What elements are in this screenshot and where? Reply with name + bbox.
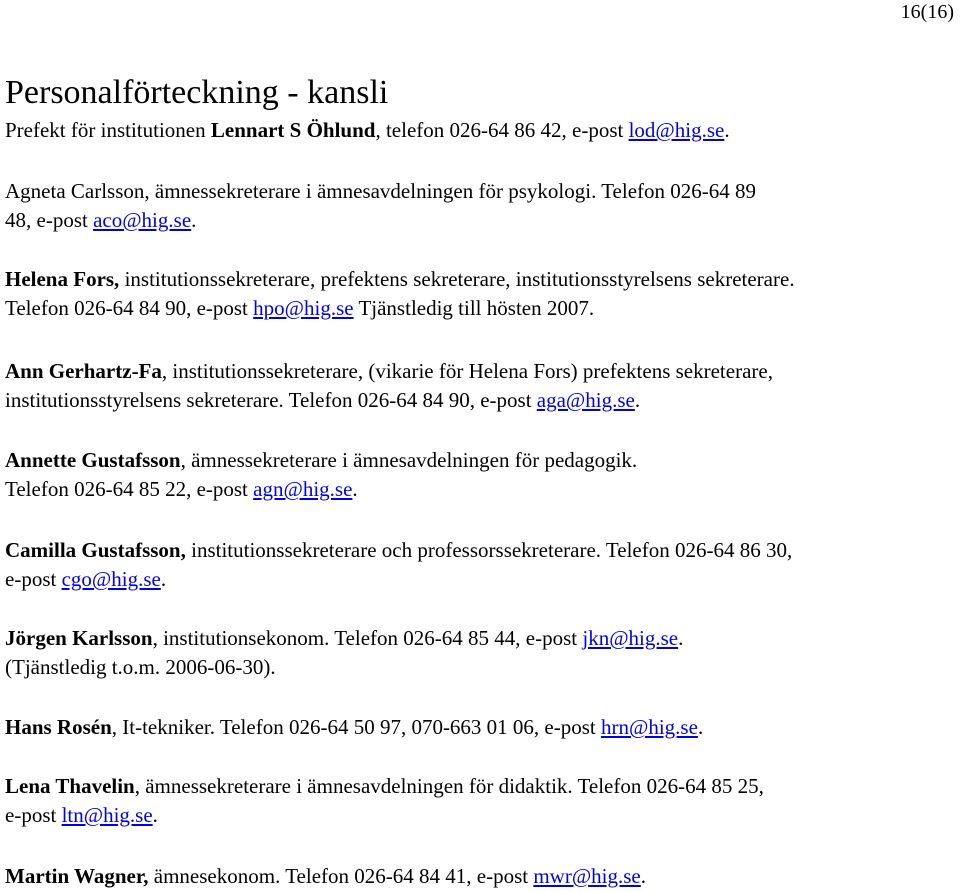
entry-text: . <box>697 715 704 739</box>
entry-text: Prefekt för institutionen <box>5 118 211 142</box>
person-name: Camilla Gustafsson, <box>5 538 186 562</box>
entry-text: . <box>678 626 684 650</box>
entry-prefekt <box>5 116 730 145</box>
entry-text: . <box>724 118 730 142</box>
person-name: Lena Thavelin <box>5 774 135 798</box>
page-title: Personalförteckning - kansli <box>5 74 389 111</box>
person-name: Ann Gerhartz-Fa <box>5 359 162 383</box>
entry-text: , institutionssekreterare, (vikarie för Helena Fors) prefektens sekreterare, <box>161 359 773 383</box>
entry-text: . <box>634 388 641 412</box>
email-link[interactable]: ltn@hig.se <box>61 803 153 827</box>
email-link[interactable]: lod@hig.se <box>628 118 725 142</box>
entry-ann-gerhartz-fa <box>5 357 773 415</box>
entry-jorgen-karlsson <box>5 624 683 682</box>
person-name: Lennart S Öhlund <box>210 118 376 142</box>
entry-agneta-carlsson <box>5 177 756 235</box>
entry-text: e-post <box>5 803 62 827</box>
page-number: 16(16) <box>900 1 954 23</box>
email-link[interactable]: aco@hig.se <box>93 208 192 232</box>
entry-lena-thavelin <box>5 772 764 830</box>
person-name: Martin Wagner, <box>5 864 149 888</box>
entry-text: , institutionsekonom. Telefon 026-64 85 44, e-post <box>152 626 583 650</box>
entry-text: , telefon 026-64 86 42, e-post <box>375 118 629 142</box>
email-link[interactable]: hpo@hig.se <box>253 296 354 320</box>
entry-text: Tjänstledig till hösten 2007. <box>353 296 595 320</box>
entry-text: , It-tekniker. Telefon 026-64 50 97, 070-663 01 06, e-post <box>111 715 602 739</box>
email-link[interactable]: agn@hig.se <box>253 477 353 501</box>
email-link[interactable]: cgo@hig.se <box>61 567 161 591</box>
entry-text: , ämnessekreterare i ämnesavdelningen för didaktik. Telefon 026-64 85 25, <box>134 774 764 798</box>
email-link[interactable]: hrn@hig.se <box>601 715 698 739</box>
entry-text: . <box>191 208 197 232</box>
entry-text: institutionsstyrelsens sekreterare. Telefon 026-64 84 90, e-post <box>5 388 537 412</box>
entry-text: . <box>640 864 647 888</box>
entry-text: ämnesekonom. Telefon 026-64 84 41, e-post <box>148 864 534 888</box>
email-link[interactable]: mwr@hig.se <box>533 864 641 888</box>
entry-text: . <box>352 477 358 501</box>
person-name: Helena Fors, <box>5 267 120 291</box>
entry-text: Agneta Carlsson, ämnessekreterare i ämnesavdelningen för psykologi. Telefon 026-64 89 <box>5 179 757 203</box>
entry-annette-gustafsson <box>5 446 637 504</box>
entry-helena-fors <box>5 265 795 323</box>
entry-text: Telefon 026-64 85 22, e-post <box>5 477 254 501</box>
entry-hans-rosen <box>5 713 703 742</box>
entry-text: institutionssekreterare och professorssekreterare. Telefon 026-64 86 30, <box>185 538 793 562</box>
person-name: Jörgen Karlsson <box>5 626 153 650</box>
email-link[interactable]: jkn@hig.se <box>582 626 679 650</box>
entry-text: institutionssekreterare, prefektens sekreterare, institutionsstyrelsens sekreterare. <box>119 267 795 291</box>
entry-text: . <box>160 567 167 591</box>
entry-text: (Tjänstledig t.o.m. 2006-06-30). <box>5 655 276 679</box>
entry-camilla-gustafsson <box>5 536 792 594</box>
entry-text: , ämnessekreterare i ämnesavdelningen för pedagogik. <box>180 448 638 472</box>
email-link[interactable]: aga@hig.se <box>536 388 635 412</box>
entry-text: e-post <box>5 567 62 591</box>
person-name: Hans Rosén <box>5 715 112 739</box>
entry-text: 48, e-post <box>5 208 94 232</box>
person-name: Annette Gustafsson <box>5 448 181 472</box>
entry-text: . <box>152 803 158 827</box>
entry-martin-wagner <box>5 862 646 891</box>
entry-text: Telefon 026-64 84 90, e-post <box>5 296 254 320</box>
